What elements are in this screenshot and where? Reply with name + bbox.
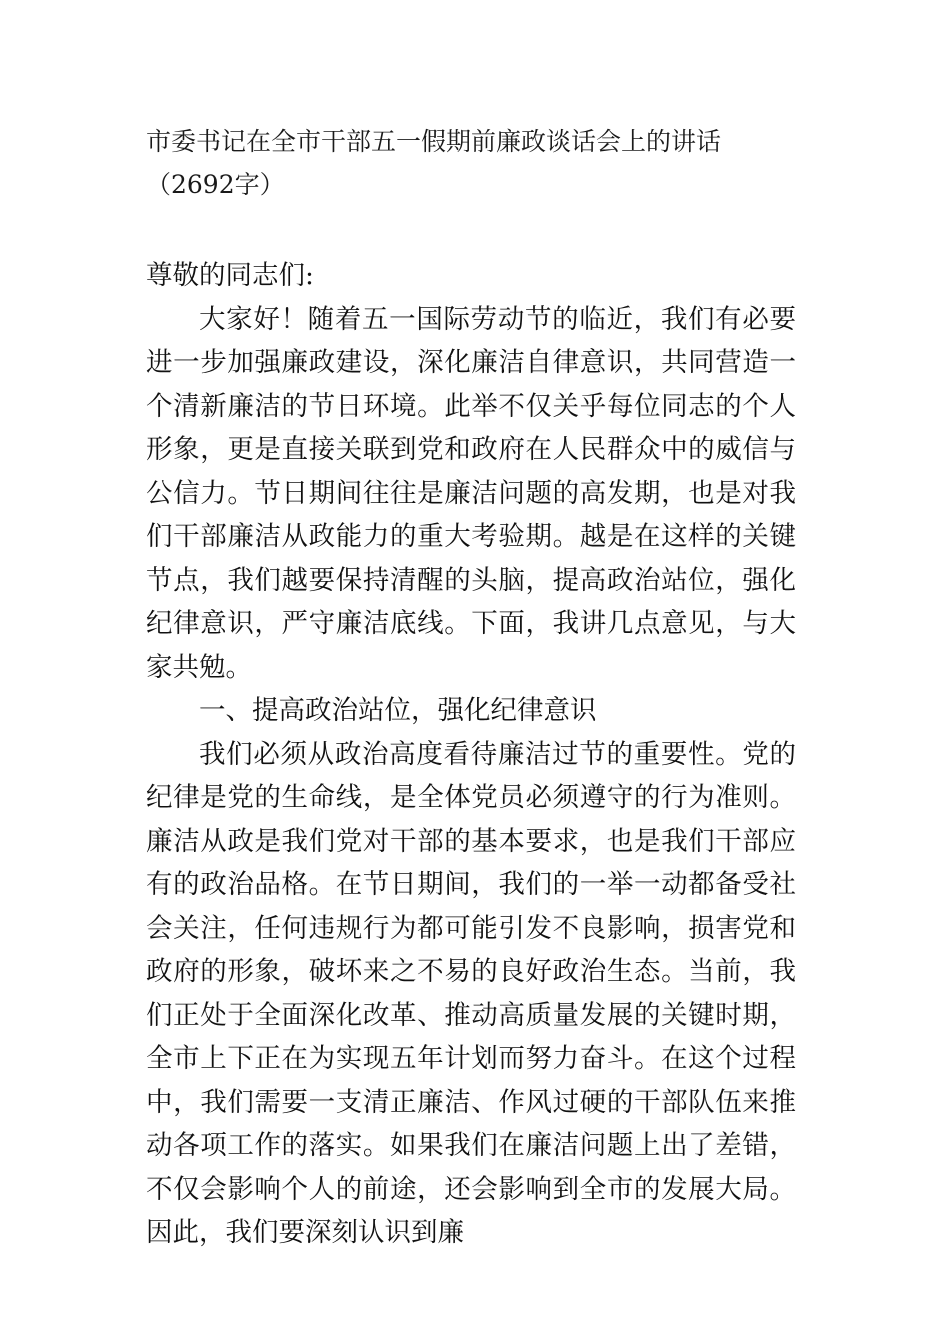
section-heading-1: 一、提高政治站位，强化纪律意识 — [199, 695, 597, 726]
paragraph-intro: 大家好！随着五一国际劳动节的临近，我们有必要进一步加强廉政建设，深化廉洁自律意识，共同营造一个清新廉洁的节日环境。此举不仅关乎每位同志的个人形象，更是直接关联到党和政府在人民群众中的威信与公信力。节日期间往往是廉洁问题的高发期，也是对我们干部廉洁从政能力的重大考验期。越是在这样的关键节点，我们越要保持清醒的头脑，提高政治站位，强化纪律意识，严守廉洁底线。下面，我讲几点意见，与大家共勉。 — [146, 303, 796, 683]
document-body — [146, 254, 796, 1255]
paragraph-section-1: 我们必须从政治高度看待廉洁过节的重要性。党的纪律是党的生命线，是全体党员必须遵守的行为准则。廉洁从政是我们党对干部的基本要求，也是我们干部应有的政治品格。在节日期间，我们的一举一动都备受社会关注，任何违规行为都可能引发不良影响，损害党和政府的形象，破坏来之不易的良好政治生态。当前，我们正处于全面深化改革、推动高质量发展的关键时期，全市上下正在为实现五年计划而努力奋斗。在这个过程中，我们需要一支清正廉洁、作风过硬的干部队伍来推动各项工作的落实。如果我们在廉洁问题上出了差错，不仅会影响个人的前途，还会影响到全市的发展大局。因此，我们要深刻认识到廉 — [146, 738, 796, 1248]
document-title: 市委书记在全市干部五一假期前廉政谈话会上的讲话 — [146, 127, 722, 156]
word-count: （2692字） — [146, 170, 285, 199]
salutation: 尊敬的同志们: — [146, 260, 314, 291]
